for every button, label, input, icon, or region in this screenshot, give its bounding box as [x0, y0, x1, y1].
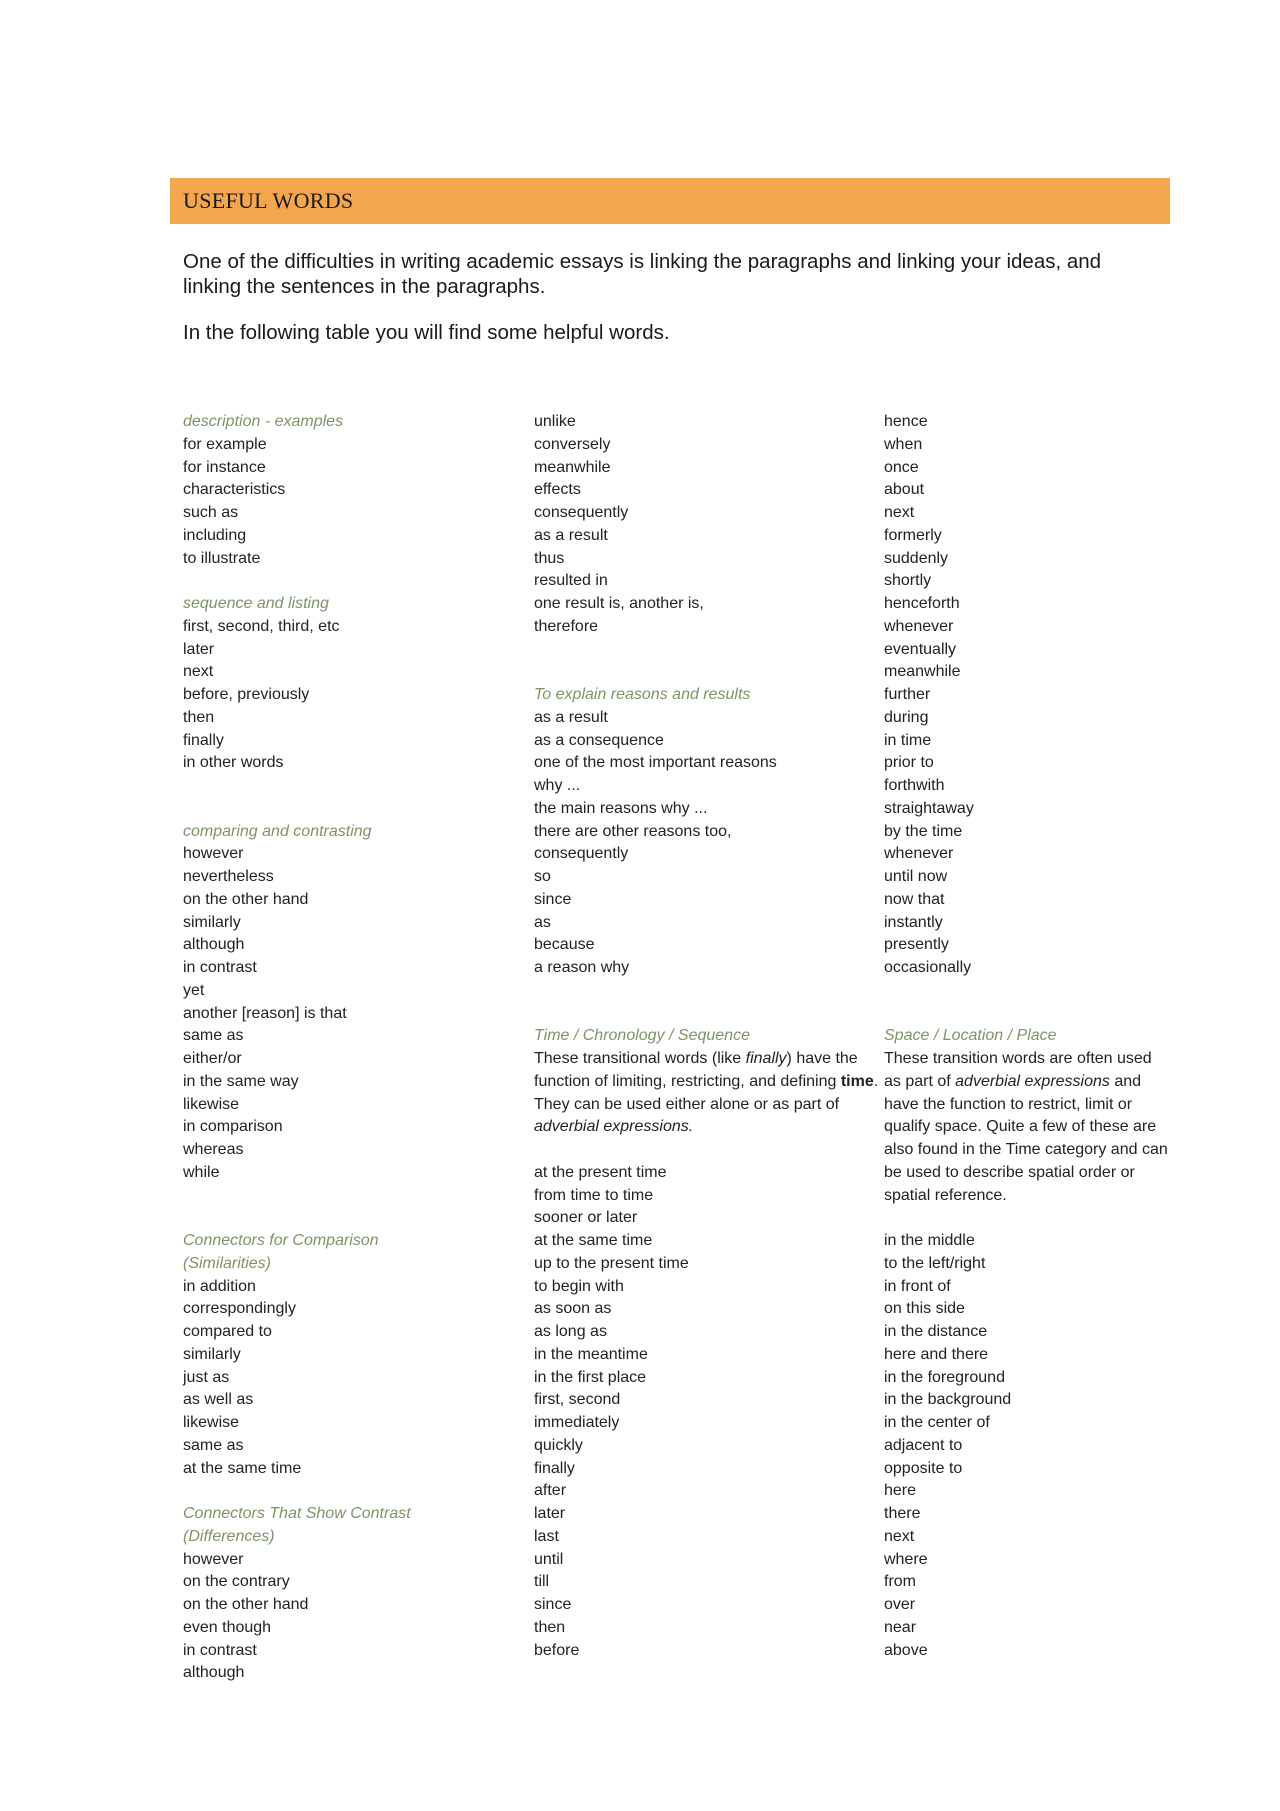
list-item: likewise [183, 1095, 240, 1113]
list-item: prior to [884, 754, 934, 772]
list-item: here [884, 1482, 917, 1500]
list-item: compared to [183, 1323, 272, 1340]
list-item: consequently [534, 504, 629, 521]
section-heading: (Similarities) [183, 1254, 271, 1272]
list-item: to begin with [534, 1277, 624, 1295]
list-item: in addition [183, 1277, 256, 1295]
list-item: since [534, 1596, 572, 1613]
list-item: first, second, third, etc [183, 617, 340, 635]
list-item: before [534, 1641, 580, 1659]
list-item: then [534, 1618, 566, 1636]
list-item: whenever [884, 845, 954, 863]
list-item: forthwith [884, 777, 945, 794]
list-item: as long as [534, 1323, 607, 1340]
list-item: because [534, 936, 595, 954]
list-item: a reason why [534, 959, 630, 976]
list-item: to illustrate [183, 549, 261, 567]
section-heading: Connectors That Show Contrast [183, 1505, 411, 1522]
list-item: similarly [183, 1345, 241, 1363]
word-list [534, 1162, 884, 1663]
list-item: in the foreground [884, 1368, 1005, 1386]
list-item: eventually [884, 640, 957, 658]
list-item: another [reason] is that [183, 1004, 347, 1022]
list-item: since [534, 890, 572, 908]
list-item: next [183, 663, 214, 681]
list-item: henceforth [884, 595, 960, 612]
list-item: consequently [534, 845, 629, 863]
list-item: at the present time [534, 1163, 667, 1181]
list-item: until [534, 1550, 564, 1568]
list-item: in the distance [884, 1323, 988, 1340]
section-heading: (Differences) [183, 1527, 275, 1545]
list-item: in the meantime [534, 1345, 648, 1363]
list-item: conversely [534, 435, 611, 453]
section-heading: Time / Chronology / Sequence [534, 1027, 750, 1045]
list-item: meanwhile [884, 663, 961, 681]
word-list [884, 1230, 1173, 1662]
word-table [183, 411, 1173, 1685]
list-item: suddenly [884, 549, 949, 567]
list-item: correspondingly [183, 1300, 296, 1318]
list-item: at the same time [183, 1459, 302, 1477]
word-list [183, 434, 534, 571]
list-item: there are other reasons too, [534, 822, 732, 840]
column-1 [183, 411, 534, 1685]
list-item: as a result [534, 708, 608, 726]
list-item: as well as [183, 1391, 254, 1409]
section-heading: description - examples [183, 413, 344, 430]
list-item: whenever [884, 617, 954, 635]
list-item: later [534, 1505, 566, 1522]
word-list [534, 707, 884, 980]
list-item: here and there [884, 1345, 989, 1363]
list-item: from time to time [534, 1186, 654, 1204]
list-item: last [534, 1527, 559, 1545]
list-item: unlike [534, 413, 576, 430]
list-item: so [534, 868, 551, 885]
list-item: occasionally [884, 959, 972, 976]
list-item: although [183, 936, 245, 954]
list-item: why ... [534, 777, 581, 794]
list-item: the main reasons why ... [534, 799, 708, 817]
list-item: in time [884, 731, 932, 749]
list-item: once [884, 458, 919, 476]
list-item: one result is, another is, [534, 595, 704, 612]
list-item: sooner or later [534, 1209, 638, 1227]
list-item: therefore [534, 617, 599, 635]
word-list [183, 1549, 534, 1686]
column-2 [534, 411, 884, 1685]
list-item: on the contrary [183, 1573, 290, 1591]
list-item: in front of [884, 1277, 951, 1295]
word-list [183, 1276, 534, 1481]
list-item: opposite to [884, 1459, 963, 1477]
list-item: nevertheless [183, 868, 274, 885]
list-item: in the same way [183, 1072, 299, 1090]
space-description: These transition words are often used as part of adverbial expressions and have the function to restrict, limit or qualify space. Quite a few of these are also found in the Time category and can be used to describe spatial order or spatial reference. [884, 1050, 1168, 1204]
list-item: one of the most important reasons [534, 754, 777, 772]
list-item: for example [183, 435, 267, 453]
document-page [170, 178, 1170, 1682]
list-item: by the time [884, 822, 963, 840]
list-item: up to the present time [534, 1254, 689, 1272]
list-item: shortly [884, 572, 932, 590]
list-item: similarly [183, 913, 241, 931]
list-item: however [183, 1550, 244, 1568]
list-item: on this side [884, 1300, 965, 1318]
word-list [183, 843, 534, 1184]
list-item: to the left/right [884, 1254, 986, 1272]
list-item: likewise [183, 1414, 240, 1431]
title-banner [170, 178, 1170, 224]
column-3 [884, 411, 1173, 1685]
list-item: first, second [534, 1391, 621, 1409]
page-title: USEFUL WORDS [183, 188, 354, 213]
list-item: hence [884, 413, 928, 430]
list-item: on the other hand [183, 1596, 309, 1613]
list-item: resulted in [534, 572, 608, 590]
list-item: where [884, 1550, 928, 1568]
list-item: formerly [884, 526, 942, 544]
list-item: finally [183, 731, 224, 749]
list-item: as [534, 913, 551, 931]
section-heading: comparing and contrasting [183, 822, 372, 840]
list-item: then [183, 708, 215, 726]
list-item: while [183, 1163, 220, 1181]
list-item: as a result [534, 526, 608, 544]
list-item: in contrast [183, 959, 257, 976]
list-item: before, previously [183, 686, 310, 703]
list-item: same as [183, 1027, 244, 1045]
list-item: later [183, 640, 215, 658]
list-item: further [884, 686, 931, 703]
list-item: straightaway [884, 799, 974, 817]
list-item: even though [183, 1618, 272, 1636]
time-description: These transitional words (like finally) have the function of limiting, restricting, and defining time. They can be used either alone or as part of adverbial expressions. [534, 1050, 879, 1136]
word-list [534, 411, 884, 639]
list-item: until now [884, 868, 948, 885]
list-item: whereas [183, 1141, 244, 1158]
list-item: in the first place [534, 1368, 647, 1386]
list-item: either/or [183, 1050, 242, 1067]
list-item: however [183, 845, 244, 863]
list-item: immediately [534, 1414, 620, 1431]
list-item: on the other hand [183, 890, 309, 908]
list-item: quickly [534, 1436, 583, 1454]
list-item: in contrast [183, 1641, 257, 1659]
list-item: next [884, 1527, 915, 1545]
section-heading: To explain reasons and results [534, 686, 751, 703]
list-item: finally [534, 1459, 575, 1477]
list-item: effects [534, 481, 581, 499]
list-item: over [884, 1596, 916, 1613]
list-item: at the same time [534, 1232, 653, 1249]
list-item: just as [183, 1368, 230, 1386]
list-item: instantly [884, 913, 943, 931]
list-item: yet [183, 981, 205, 999]
list-item: from [884, 1573, 916, 1591]
list-item: in the background [884, 1391, 1012, 1409]
list-item: adjacent to [884, 1436, 963, 1454]
list-item: above [884, 1641, 928, 1659]
list-item: in the center of [884, 1414, 990, 1431]
list-item: presently [884, 936, 949, 954]
list-item: now that [884, 890, 945, 908]
intro-paragraph: One of the difficulties in writing academic essays is linking the paragraphs and linking your ideas, and linking the sentences in the paragraphs. [183, 250, 1102, 298]
list-item: meanwhile [534, 458, 611, 476]
list-item: as soon as [534, 1300, 612, 1318]
list-item: in the middle [884, 1232, 975, 1249]
list-item: characteristics [183, 481, 286, 499]
list-item: including [183, 526, 247, 544]
list-item: next [884, 504, 915, 521]
list-item: for instance [183, 458, 266, 476]
intro-paragraph: In the following table you will find some helpful words. [183, 321, 670, 344]
list-item: about [884, 481, 925, 499]
list-item: during [884, 708, 929, 726]
list-item: after [534, 1482, 567, 1500]
list-item: till [534, 1573, 550, 1591]
section-heading: sequence and listing [183, 595, 329, 612]
list-item: there [884, 1505, 921, 1522]
list-item: near [884, 1618, 917, 1636]
list-item: although [183, 1664, 245, 1682]
list-item: same as [183, 1436, 244, 1454]
list-item: in other words [183, 754, 284, 772]
word-list [183, 616, 534, 775]
section-heading: Space / Location / Place [884, 1027, 1057, 1045]
list-item: thus [534, 549, 565, 567]
list-item: such as [183, 504, 239, 521]
list-item: in comparison [183, 1118, 283, 1136]
word-list [884, 411, 1173, 980]
list-item: as a consequence [534, 731, 664, 749]
section-heading: Connectors for Comparison [183, 1232, 379, 1249]
list-item: when [884, 435, 923, 453]
